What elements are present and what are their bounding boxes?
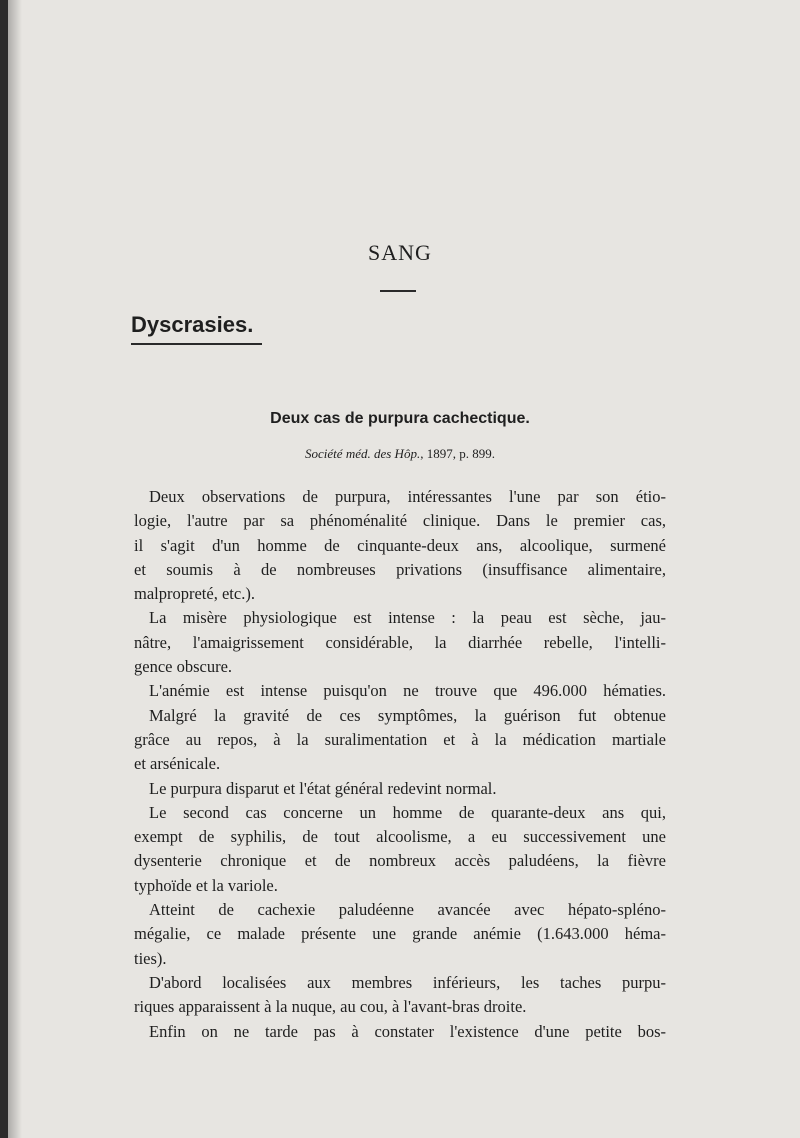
body-line: Malgré la gravité de ces symptômes, la guérison fut obtenue [149,705,666,725]
section-rule [380,290,416,292]
body-line: dysenterie chronique et de nombreux accès paludéens, la fièvre [134,851,666,871]
body-line: grâce au repos, à la suralimentation et à la médication martiale [134,729,666,749]
body-line: typhoïde et la variole. [134,875,278,895]
body-line: il s'agit d'un homme de cinquante-deux ans, alcoolique, surmené [134,535,666,555]
body-line: mégalie, ce malade présente une grande anémie (1.643.000 héma- [134,924,666,944]
body-line: Deux observations de purpura, intéressantes l'une par son étio- [149,487,666,506]
body-line: La misère physiologique est intense : la peau est sèche, jau- [149,608,666,628]
body-line: gence obscure. [134,657,233,677]
article-source [0,446,800,462]
body-line: L'anémie est intense puisqu'on ne trouve que 496.000 hématies. [149,681,666,701]
body-line: riques apparaissent à la nuque, au cou, à l'avant-bras droite. [134,997,527,1017]
body-line: Enfin on ne tarde pas à constater l'existence d'une petite bos- [149,1021,666,1041]
body-line: malpropreté, etc.). [134,584,255,604]
chapter-underline [131,343,262,345]
source-journal: Société méd. des Hôp. [305,446,421,461]
body-line: et arsénicale. [134,754,221,774]
article-title: Deux cas de purpura cachectique. [270,410,530,427]
section-heading: SANG [368,240,432,265]
body-line: et soumis à de nombreuses privations (insuffisance alimentaire, [134,559,666,579]
body-line: Atteint de cachexie paludéenne avancée avec hépato-spléno- [149,900,666,920]
body-line: ties). [134,948,167,968]
chapter-title: Dyscrasies. [131,312,254,337]
page-binding-shadow [8,0,22,1138]
source-reference: , 1897, p. 899. [420,446,495,461]
body-line: nâtre, l'amaigrissement considérable, la diarrhée rebelle, l'intelli- [134,632,666,652]
body-line: D'abord localisées aux membres inférieurs, les taches purpu- [149,972,666,992]
body-line: logie, l'autre par sa phénoménalité clinique. Dans le premier cas, [134,511,666,531]
body-line: Le second cas concerne un homme de quarante-deux ans qui, [149,802,666,822]
body-line: exempt de syphilis, de tout alcoolisme, a eu successivement une [134,827,666,847]
body-line: Le purpura disparut et l'état général redevint normal. [149,778,497,798]
article-body [134,485,666,1044]
